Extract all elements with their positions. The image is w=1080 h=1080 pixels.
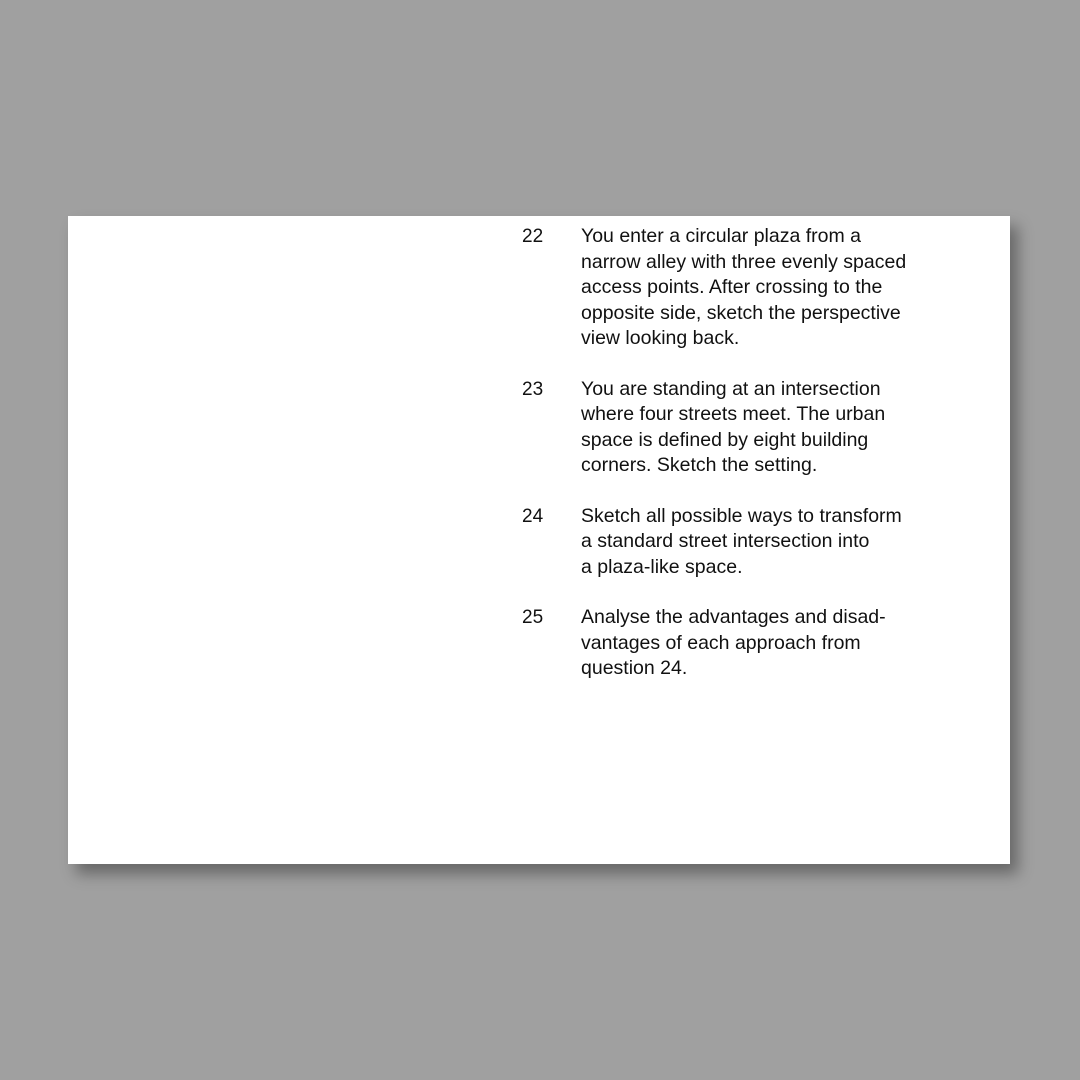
question-item [522, 377, 992, 479]
question-line: opposite side, sketch the perspective [581, 301, 901, 324]
question-line: Sketch all possible ways to transform [581, 504, 902, 527]
question-number: 25 [522, 607, 544, 628]
question-line: view looking back. [581, 327, 740, 349]
question-item [522, 504, 992, 581]
question-text [581, 224, 992, 352]
question-line: You enter a circular plaza from a [581, 225, 862, 247]
question-line: Analyse the advantages and disad- [581, 606, 886, 628]
question-item [522, 605, 992, 682]
question-line: access points. After crossing to the [581, 276, 883, 298]
book-page [68, 216, 1010, 864]
question-list [522, 224, 992, 707]
question-line: space is defined by eight building [581, 428, 869, 451]
question-text [581, 605, 992, 682]
question-item [522, 224, 992, 352]
question-line: a standard street intersection into [581, 530, 870, 552]
question-number: 22 [522, 226, 544, 247]
question-line: narrow alley with three evenly spaced [581, 250, 907, 273]
question-line: a plaza-like space. [581, 555, 743, 578]
question-number: 24 [522, 505, 544, 527]
question-line: corners. Sketch the setting. [581, 454, 818, 476]
question-text [581, 377, 992, 479]
question-number: 23 [522, 378, 544, 400]
question-line: question 24. [581, 657, 688, 679]
question-text [581, 504, 992, 581]
question-line: You are standing at an intersection [581, 377, 881, 400]
question-line: vantages of each approach from [581, 631, 861, 654]
question-line: where four streets meet. The urban [581, 403, 886, 425]
